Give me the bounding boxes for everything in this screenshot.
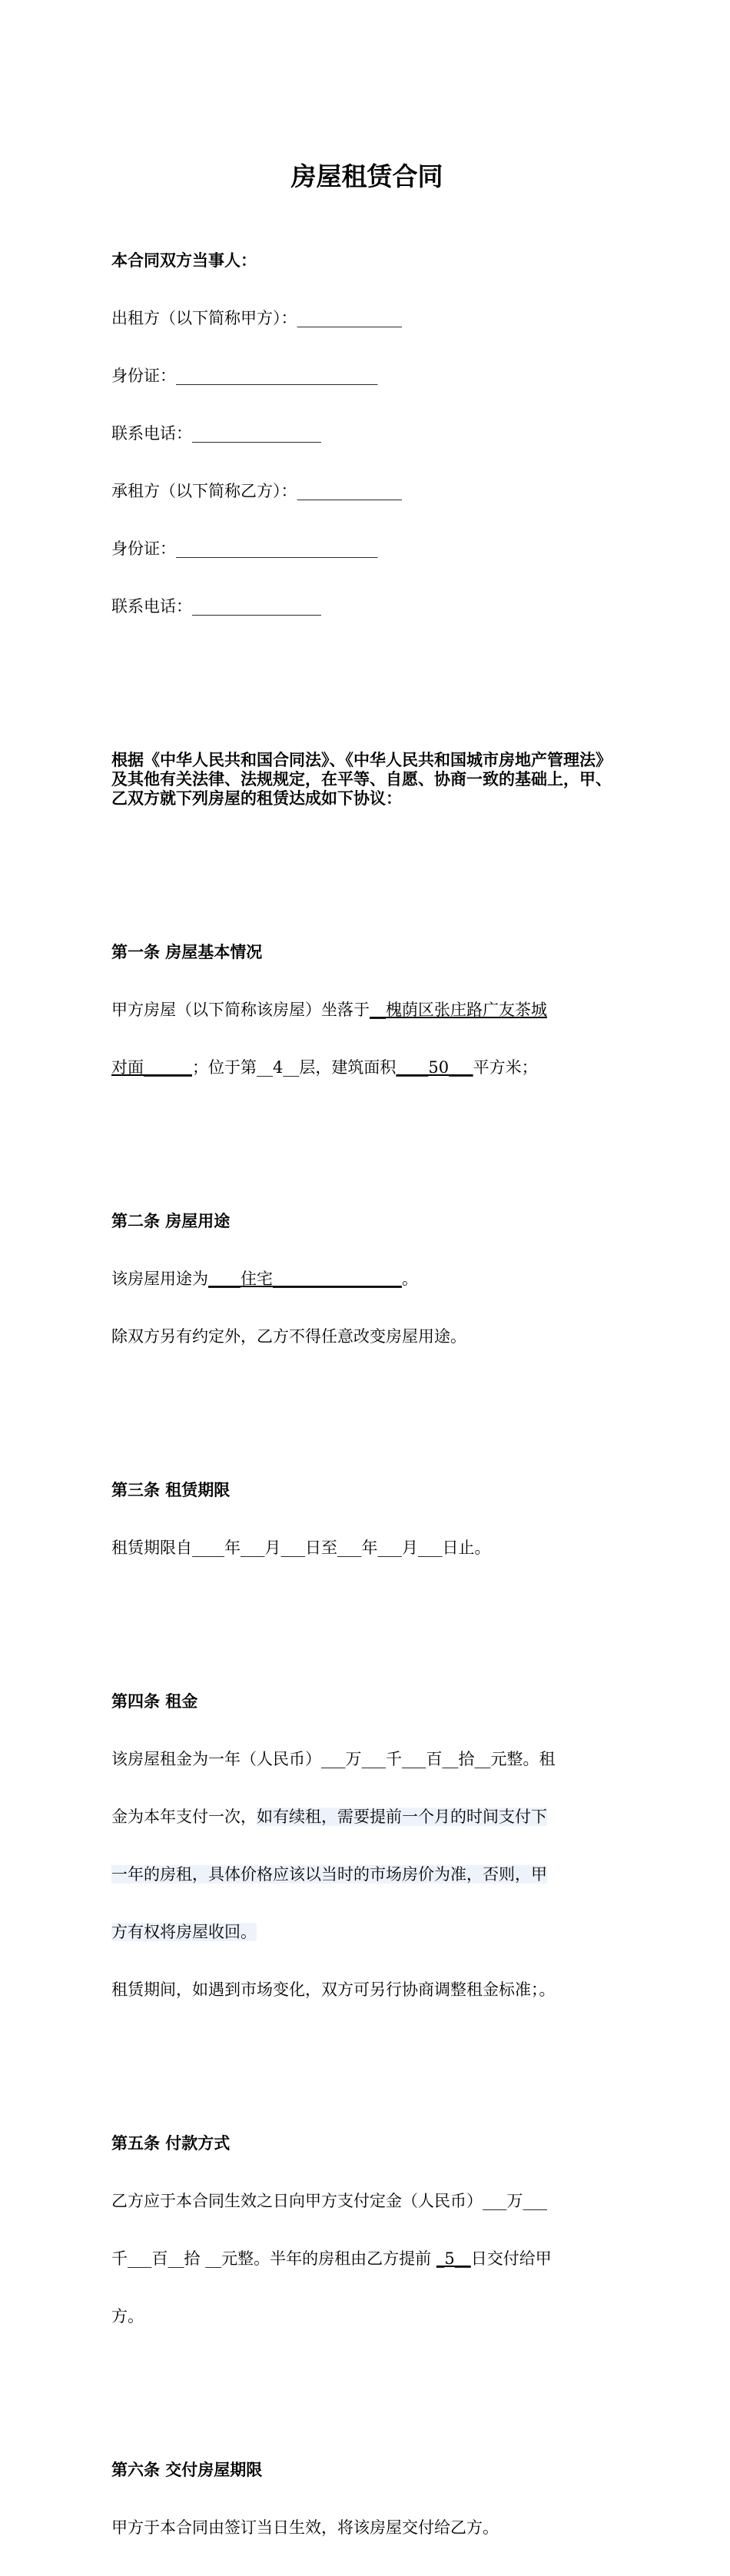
article4-line5: 租赁期间，如遇到市场变化，双方可另行协商调整租金标准；。 — [111, 1980, 556, 1999]
article3-line1: 租赁期限自____年___月___日至___年___月___日止。 — [111, 1539, 491, 1557]
article5-line3: 方。 — [111, 2307, 144, 2325]
article1-location: __槐荫区张庄路广友茶城 — [370, 1001, 547, 1019]
lessee-phone-line: 联系电话：________________ — [111, 597, 321, 616]
article3-heading: 第三条 租赁期限 — [111, 1481, 231, 1499]
article2-line1 — [111, 1270, 622, 1289]
lessee-line: 承租方（以下简称乙方）：_____________ — [111, 482, 402, 500]
article2-period: 。 — [402, 1270, 418, 1288]
article6-line1: 甲方于本合同由签订当日生效，将该房屋交付给乙方。 — [111, 2518, 499, 2537]
article4-highlight: 方有权将房屋收回。 — [111, 1923, 257, 1941]
lessor-id-line: 身份证：_________________________ — [111, 367, 378, 385]
parties-heading: 本合同双方当事人： — [111, 251, 257, 270]
spacer — [111, 1135, 622, 1154]
article1-text: 甲方房屋（以下简称该房屋）坐落于 — [111, 1001, 370, 1019]
lessor-phone-line: 联系电话：________________ — [111, 424, 321, 443]
article1-line2 — [111, 1058, 622, 1077]
spacer — [111, 866, 622, 885]
article4-highlight: 如有续租，需要提前一个月的时间支付下 — [257, 1808, 547, 1826]
article5-line2-end: 日交付给甲 — [470, 2249, 552, 2268]
article4-line4 — [111, 1923, 622, 1942]
preamble-paragraph: 根据《中华人民共和国合同法》、《中华人民共和国城市房地产管理法》及其他有关法律、法规规定，在平等、自愿、协商一致的基础上，甲、乙双方就下列房屋的租赁达成如下协议： — [111, 751, 612, 808]
article2-heading: 第二条 房屋用途 — [111, 1212, 231, 1230]
article1-unit: 平方米； — [473, 1058, 538, 1077]
article1-line1 — [111, 1001, 622, 1020]
spacer — [111, 674, 622, 693]
lessor-line: 出租方（以下简称甲方）：_____________ — [111, 309, 402, 327]
article1-area: ____50___ — [396, 1058, 473, 1077]
article4-line2-text: 金为本年支付一次， — [111, 1808, 257, 1826]
article4-highlight: 一年的房租，具体价格应该以当时的市场房价为准，否则，甲 — [111, 1865, 547, 1884]
spacer — [111, 1615, 622, 1635]
article2-text: 该房屋用途为 — [111, 1270, 208, 1288]
article2-use: ____住宅________________ — [208, 1270, 402, 1288]
lessee-id-line: 身份证：_________________________ — [111, 539, 378, 558]
spacer — [111, 2384, 622, 2403]
article4-heading: 第四条 租金 — [111, 1692, 198, 1711]
article5-days: _5__ — [436, 2249, 471, 2268]
article5-line1: 乙方应于本合同生效之日向甲方支付定金（人民币）___万___ — [111, 2192, 547, 2210]
article1-location-cont: 对面______ — [111, 1058, 192, 1077]
article2-line2: 除双方另有约定外，乙方不得任意改变房屋用途。 — [111, 1327, 466, 1346]
article1-floor-text: ；位于第__4__层，建筑面积 — [192, 1058, 397, 1077]
spacer — [111, 2057, 622, 2076]
article5-line2-text: 千___百__拾 __元整。半年的房租由乙方提前 — [111, 2249, 436, 2268]
article1-heading: 第一条 房屋基本情况 — [111, 943, 263, 961]
contract-body — [111, 213, 622, 2576]
contract-title: 房屋租赁合同 — [290, 161, 443, 191]
article6-heading: 第六条 交付房屋期限 — [111, 2461, 263, 2479]
article4-line2 — [111, 1808, 622, 1827]
article5-line2 — [111, 2249, 622, 2269]
article4-line3 — [111, 1865, 622, 1884]
article4-line1: 该房屋租金为一年（人民币）___万___千___百__拾__元整。租 — [111, 1750, 556, 1768]
spacer — [111, 1404, 622, 1423]
article5-heading: 第五条 付款方式 — [111, 2134, 231, 2153]
